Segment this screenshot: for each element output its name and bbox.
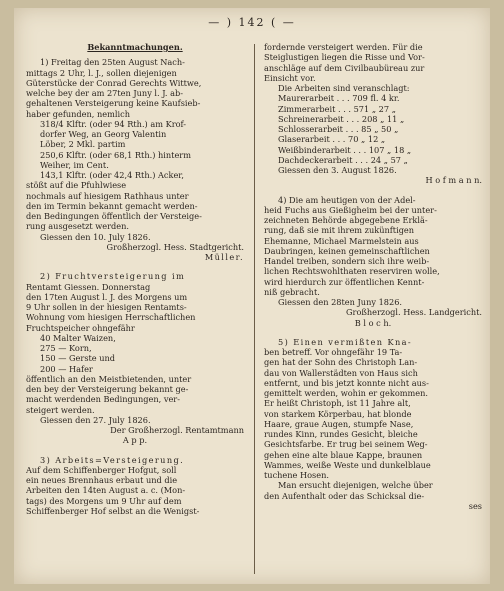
right-column-text-line: Handel treiben, sondern sich ihre weib- [264,256,430,266]
right-column-text-line: 5) Einen vermißten Kna- [278,336,413,347]
right-column-text-line: gen hat der Sohn des Christoph Lan- [264,357,418,368]
left-column [26,42,244,516]
right-column-text-line: entfernt, und bis jetzt konnte nicht aus- [264,377,429,388]
right-column-text-line: anschläge auf dem Civilbaubüreau zur [264,62,425,73]
right-column-text-line: 4) Die am heutigen von der Adel- [278,194,416,205]
right-column-text-line: tuchene Hosen. [264,470,329,480]
left-column-text-line: 3) Arbeits=Versteigerung. [40,454,185,465]
left-column-text-line: Weiher, im Cent. [40,159,109,170]
right-column-text-line: Steiglustigen liegen die Risse und Vor- [264,52,425,63]
left-column-text-line: 9 Uhr sollen in der hiesigen Rentamts- [26,302,187,312]
left-column-text-line: den im Termin bekannt gemacht werden- [26,200,198,211]
right-column-text-line: wird hierdurch zur öffentlichen Kennt- [264,276,425,287]
left-column-text-line: Giessen den 10. July 1826. [40,231,151,242]
right-column-text-line: ben betreff. Vor ohngefähr 19 Ta- [264,347,403,357]
right-column-text-line: rung, daß sie mit ihrem zukünftigen [264,225,415,236]
left-column-text-line: Bekanntmachungen. [87,42,183,52]
left-column-text-line: nochmals auf hiesigem Rathhaus unter [26,190,189,201]
left-column-text-line: Fruchtspeicher ohngefähr [26,322,135,333]
left-column-text-line: ein neues Brennhaus erbaut und die [26,475,178,485]
right-column-text-line: Daubringen, keinen gemeinschaftlichen [264,245,430,256]
right-column-text-line: Schlosserarbeit . . . 85 „ 50 „ [278,124,399,134]
left-column-text-line: 200 — Hafer [40,363,93,374]
left-column-text-line: A p p. [122,435,148,446]
right-column-text-line: dau von Wallerstädten von Haus sich [264,367,418,378]
left-column-text-line: Löber, 2 Mkl. partim [40,139,126,150]
left-column-text-line: Großherzogl. Hess. Stadtgericht. [106,241,244,252]
right-column-text-line: Großherzogl. Hess. Landgericht. [346,307,482,318]
right-column-text-line: Er heißt Christoph, ist 11 Jahre alt, [264,398,411,409]
right-column-text-line: B l o c h. [354,317,392,328]
right-column-text-line: lichen Rechtswohlthaten reserviren wolle, [264,266,440,277]
left-column-text-line: Rentamt Giessen. Donnerstag [26,281,151,292]
right-column-text-line: ses [468,500,482,511]
right-column-text-line: H o f m a n n. [425,175,482,186]
left-column-text-line: 143,1 Klftr. (oder 42,4 Rth.) Acker, [40,170,184,180]
left-column-text-line: mittags 2 Uhr, l. J., sollen diejenigen [26,67,177,78]
right-column [264,42,482,511]
left-column-text-line: 250,6 Klftr. (oder 68,1 Rth.) hinterm [40,149,191,160]
right-column-text-line: Giessen den 3. August 1826. [278,165,397,175]
right-column-text-line: Weißbinderarbeit . . . 107 „ 18 „ [278,144,412,155]
left-column-text-line: stößt auf die Pfuhlwiese [26,180,127,191]
right-column-text-line: fordernde versteigert werden. Für die [264,42,423,52]
right-column-text-line: gemittelt werden, wohin er gekommen. [264,388,429,398]
right-column-text-line: Man ersucht diejenigen, welche über [278,480,433,491]
right-column-paragraph-gap [264,186,482,195]
left-column-text-line: Güterstücke der Conrad Gerechts Wittwe, [26,77,202,88]
left-column-text-line: 40 Malter Waizen, [40,332,116,343]
left-column-text-line: den bey der Versteigerung bekannt ge- [26,384,189,394]
left-column-paragraph-gap [26,262,244,271]
right-column-text-line: Schreinerarbeit . . . 208 „ 11 „ [278,113,405,124]
left-column-text-line: Auf dem Schiffenberger Hofgut, soll [26,464,177,475]
right-column-text-line: Maurerarbeit . . . 709 fl. 4 kr. [278,93,400,104]
column-divider [254,44,255,574]
left-column-text-line: Wohnung vom hiesigen Herrschaftlichen [26,312,196,323]
left-column-text-line: den 17ten August l. J. des Morgens um [26,291,188,302]
left-column-text-line: gehaltenen Versteigerung keine Kaufsieb- [26,98,201,109]
left-column-text-line: haber gefunden, nemlich [26,108,130,119]
right-column-text-line: Die Arbeiten sind veranschlagt: [278,83,410,93]
left-column-text-line: tags) des Morgens um 9 Uhr auf dem [26,495,182,506]
left-column-text-line: rung ausgesetzt werden. [26,221,130,232]
left-column-text-line: dorfer Weg, an Georg Valentin [40,129,167,139]
newspaper-page [14,8,490,584]
left-column-text-line: Arbeiten den 14ten August a. c. (Mon- [26,485,186,496]
left-column-text-line: macht werdenden Bedingungen, ver- [26,394,180,405]
left-column-text-line: 318/4 Klftr. (oder 94 Rth.) am Krof- [40,118,187,129]
right-column-text-line: zeichneten Behörde abgegebene Erklä- [264,215,428,225]
left-column-paragraph-gap [26,446,244,455]
right-column-text-line: von starkem Körperbau, hat blonde [264,408,412,419]
left-column-text-line: 150 — Gerste und [40,353,116,364]
left-column-text-line: 275 — Korn, [40,343,92,353]
right-column-text-line: Glaserarbeit . . . 70 „ 12 „ [278,134,386,145]
right-column-text-line: gehen eine alte blaue Kappe, braunen [264,449,423,460]
left-column-text-line: Müller. [204,252,244,262]
left-column-text-line: den Bedingungen öffentlich der Versteige- [26,211,202,221]
left-column-text-line: 1) Freitag den 25ten August Nach- [40,57,185,68]
page-number: — ) 142 ( — [208,16,296,29]
right-column-text-line: Gesichtsfarbe. Er trug bei seinem Weg- [264,439,428,450]
left-column-text-line: Der Großherzogl. Rentamtmann [110,425,244,435]
right-column-paragraph-gap [264,328,482,337]
left-column-text-line: 2) Fruchtversteigerung im [40,271,186,282]
right-column-text-line: Haare, graue Augen, stumpfe Nase, [264,418,414,429]
left-column-text-line: Giessen den 27. July 1826. [40,414,151,425]
right-column-text-line: niß gebracht. [264,286,320,297]
right-column-text-line: Ehemanne, Michael Marmelstein aus [264,235,419,246]
right-column-text-line: Wammes, weiße Weste und dunkelblaue [264,459,431,470]
right-column-text-line: den Aufenthalt oder das Schicksal die- [264,490,425,501]
left-column-text-line: welche bey der am 27ten Juny l. J. ab- [26,88,183,98]
right-column-text-line: Dachdeckerarbeit . . . 24 „ 57 „ [278,154,408,165]
left-column-text-line: Schiffenberger Hof selbst an die Wenigst- [26,505,200,516]
right-column-text-line: heid Fuchs aus Gießigheim bei der unter- [264,204,437,215]
right-column-text-line: Giessen den 28ten Juny 1826. [278,297,403,307]
right-column-text-line: Zimmerarbeit . . . 571 „ 27 „ [278,103,396,114]
right-column-text-line: rundes Kinn, rundes Gesicht, bleiche [264,429,418,439]
left-column-text-line: steigert werden. [26,404,95,415]
left-column-text-line: öffentlich an den Meistbietenden, unter [26,373,192,384]
right-column-text-line: Einsicht vor. [264,72,316,83]
